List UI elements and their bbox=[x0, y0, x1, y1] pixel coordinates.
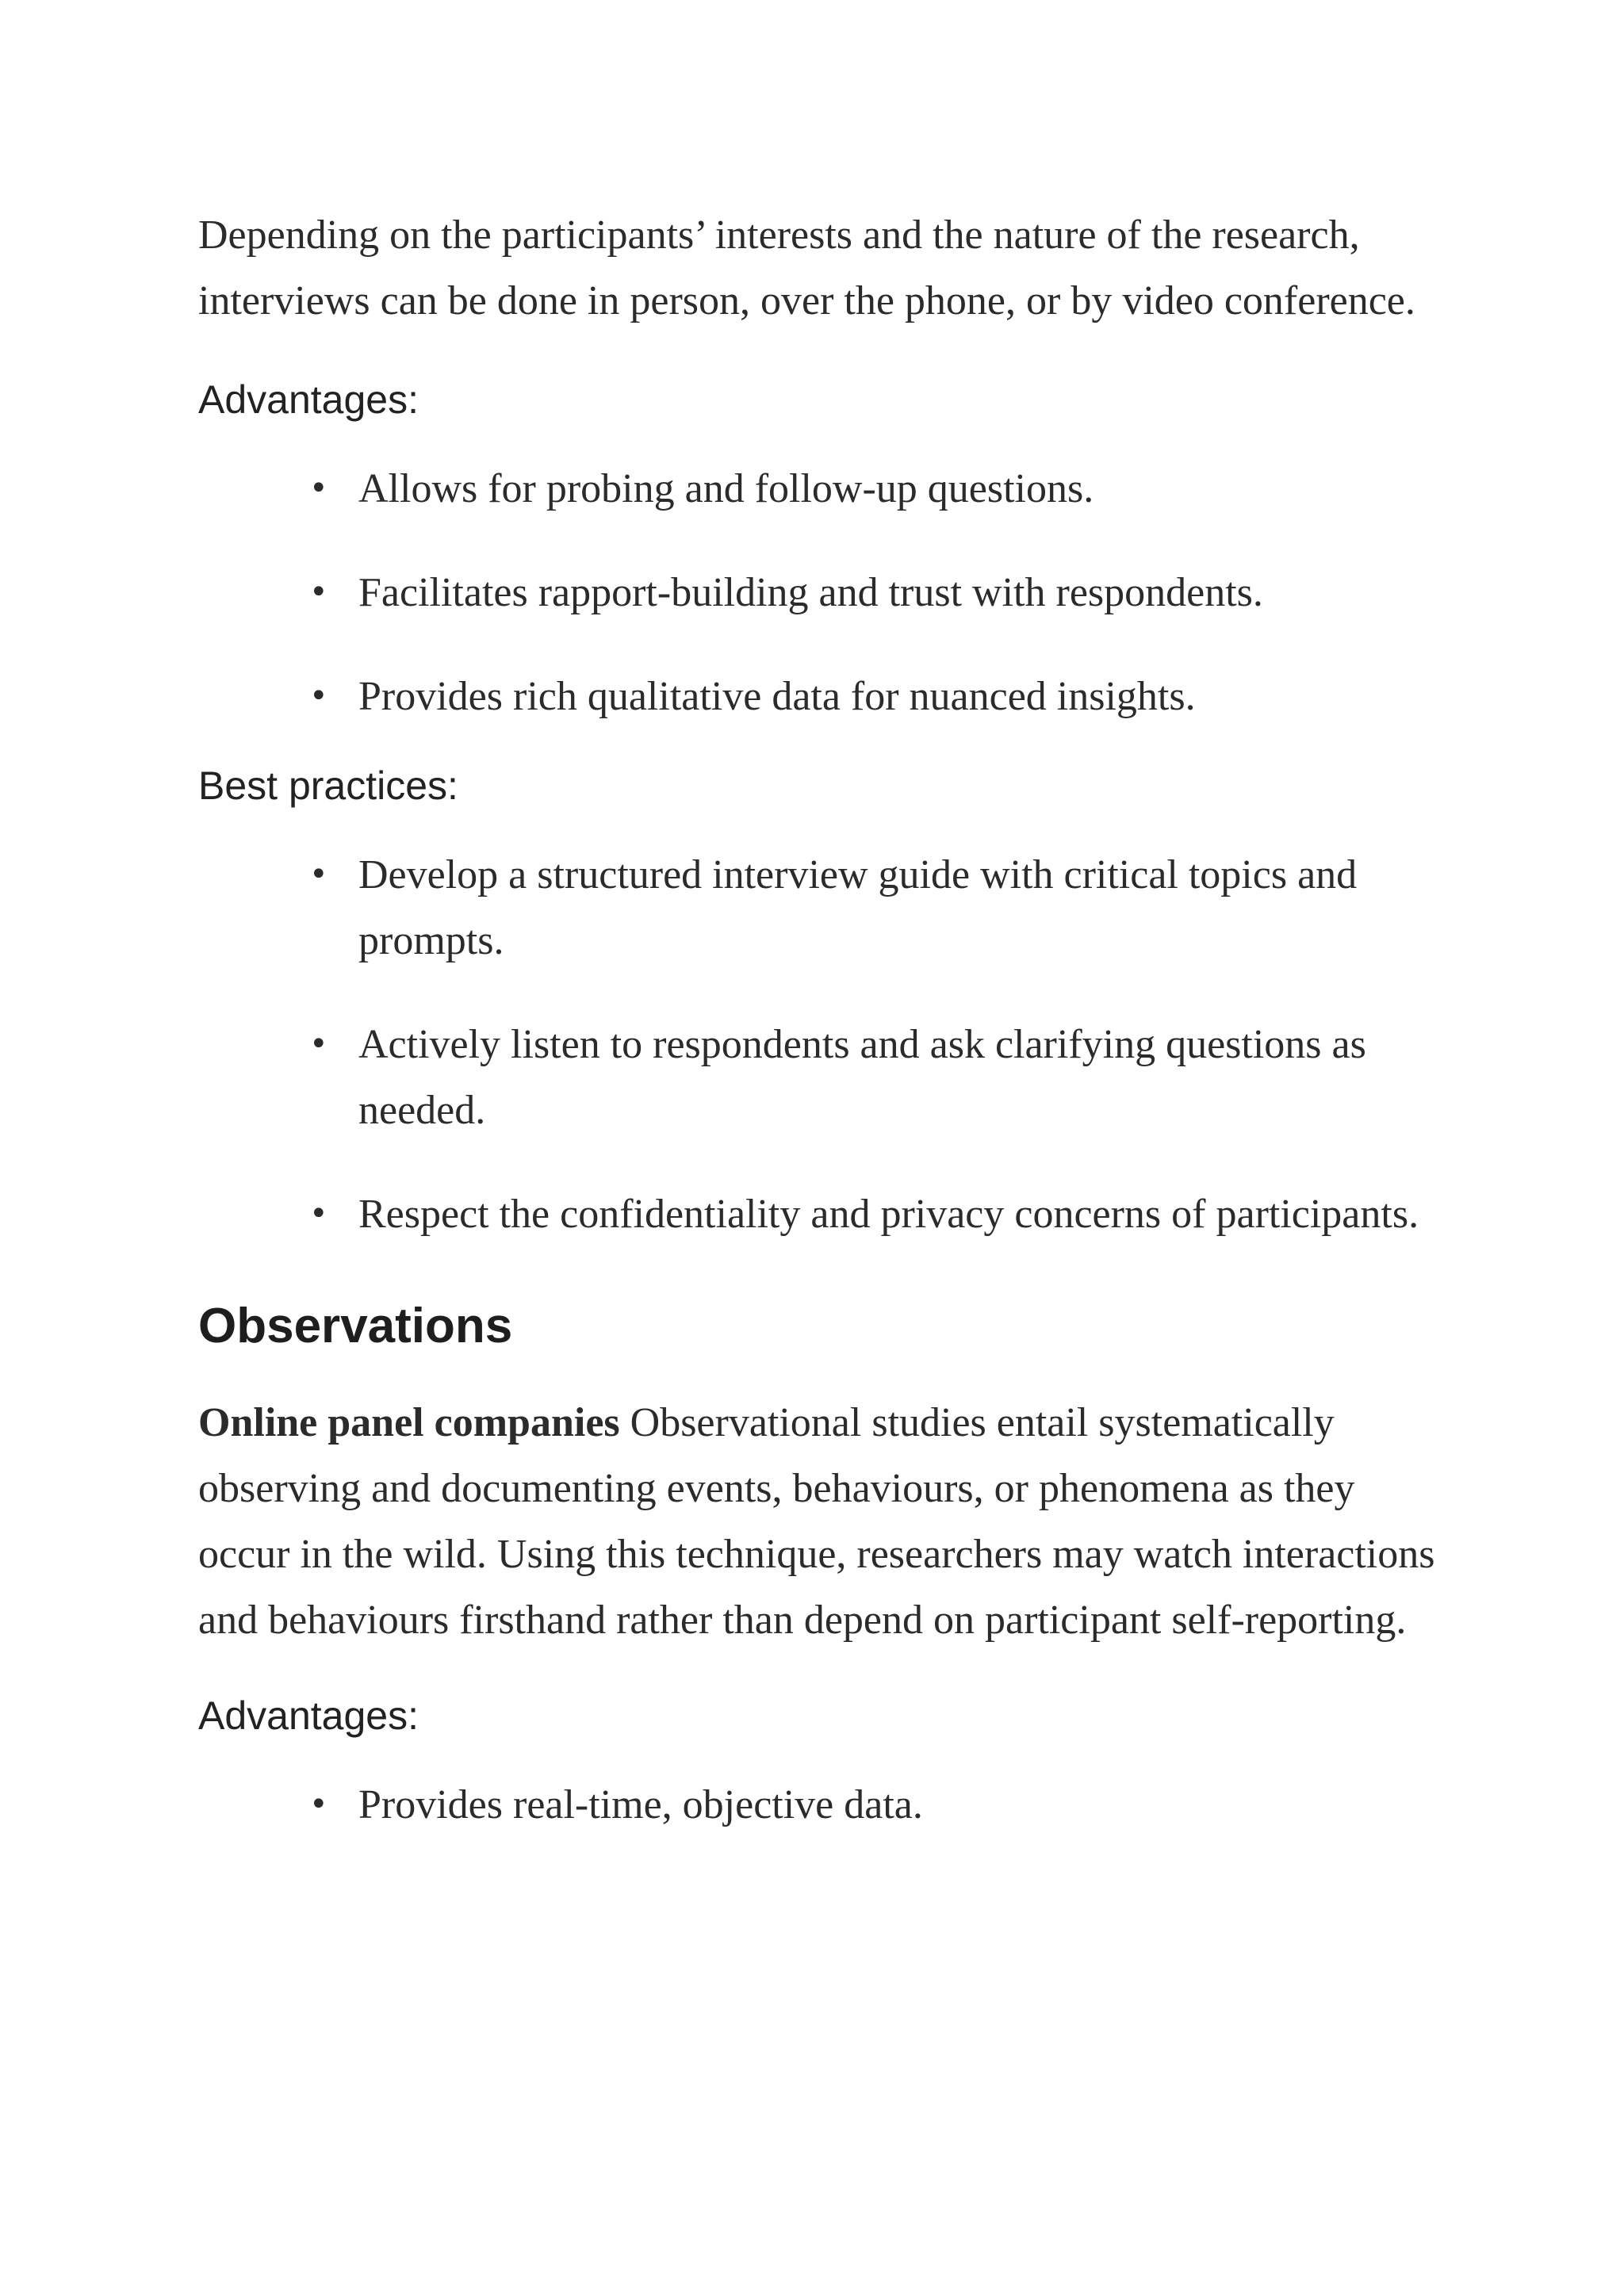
bullet-icon: • bbox=[309, 678, 328, 714]
interview-advantages-list bbox=[198, 456, 1451, 729]
list-item-text: Actively listen to respondents and ask clarifying questions as needed. bbox=[358, 1022, 1366, 1133]
observations-paragraph-text: Observational studies entail systematically observing and documenting events, behaviours, or phenomena as they occur in the wild. Using this technique, researchers may watch interactions and behaviours firsthand rather than depend on participant self-reporting. bbox=[198, 1400, 1435, 1643]
list-item bbox=[198, 664, 1451, 729]
observations-paragraph bbox=[198, 1390, 1451, 1653]
observation-advantages-label: Advantages: bbox=[198, 1693, 419, 1738]
interview-advantages-label: Advantages: bbox=[198, 377, 419, 422]
bullet-icon: • bbox=[309, 1026, 328, 1062]
observations-paragraph-bold: Online panel companies bbox=[198, 1400, 620, 1445]
document-page bbox=[198, 202, 1451, 1866]
bullet-icon: • bbox=[309, 1196, 328, 1232]
list-item bbox=[198, 1012, 1451, 1143]
bullet-icon: • bbox=[309, 856, 328, 893]
list-item-text: Develop a structured interview guide with critical topics and prompts. bbox=[358, 852, 1358, 963]
best-practices-label: Best practices: bbox=[198, 763, 458, 808]
list-item bbox=[198, 842, 1451, 974]
bullet-icon: • bbox=[309, 1786, 328, 1823]
list-item-text: Allows for probing and follow-up questions. bbox=[358, 466, 1094, 511]
best-practices-list bbox=[198, 842, 1451, 1247]
intro-paragraph: Depending on the participants’ interests and the nature of the research, interviews can be done in person, over the phone, or by video conference. bbox=[198, 212, 1415, 323]
observations-heading: Observations bbox=[198, 1299, 513, 1353]
list-item bbox=[198, 1772, 1451, 1838]
list-item bbox=[198, 560, 1451, 626]
list-item bbox=[198, 456, 1451, 522]
list-item bbox=[198, 1181, 1451, 1247]
list-item-text: Facilitates rapport-building and trust with respondents. bbox=[358, 570, 1263, 615]
list-item-text: Respect the confidentiality and privacy concerns of participants. bbox=[358, 1192, 1419, 1237]
list-item-text: Provides real-time, objective data. bbox=[358, 1782, 923, 1827]
list-item-text: Provides rich qualitative data for nuanced insights. bbox=[358, 674, 1196, 719]
observation-advantages-list bbox=[198, 1772, 1451, 1838]
bullet-icon: • bbox=[309, 470, 328, 507]
bullet-icon: • bbox=[309, 574, 328, 610]
